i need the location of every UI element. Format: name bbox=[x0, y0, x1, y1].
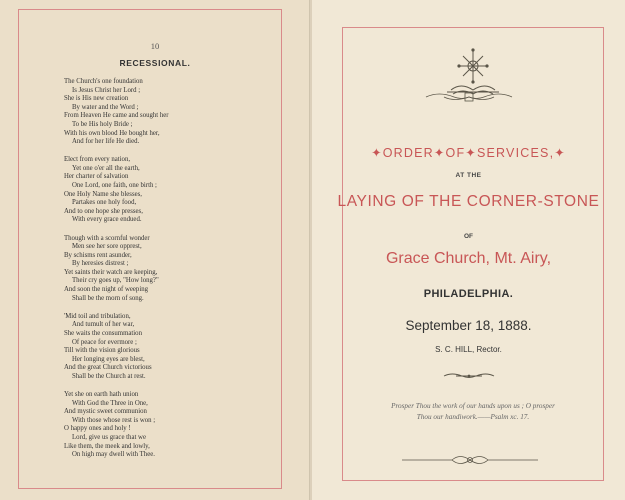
event-date: September 18, 1888. bbox=[405, 318, 532, 333]
right-page bbox=[312, 0, 625, 500]
hymn-line: Like them, the meek and lowly, bbox=[64, 442, 150, 450]
hymn-line: Men see her sore opprest, bbox=[72, 243, 142, 251]
order-of-services-title: ✦ORDER✦OF✦SERVICES,✦ bbox=[371, 146, 566, 160]
hymn-line: Shall be the Church at rest. bbox=[72, 372, 146, 380]
hymn-stanza bbox=[64, 235, 284, 304]
hymn-stanza bbox=[64, 313, 284, 382]
hymn-stanza bbox=[64, 78, 284, 147]
hymn-line: And soon the night of weeping bbox=[64, 286, 149, 294]
hymn-line: She waits the consummation bbox=[64, 329, 142, 337]
flourish-ornament-icon bbox=[424, 90, 514, 104]
rector-name: S. C. HILL, Rector. bbox=[435, 345, 502, 354]
of-label: OF bbox=[463, 233, 474, 240]
hymn-line: With every grace endued. bbox=[72, 216, 142, 224]
hymn-line: Lord, give us grace that we bbox=[72, 433, 146, 441]
hymn-line: By water and the Word ; bbox=[72, 103, 139, 111]
hymn-line: By heresies distrest ; bbox=[72, 260, 129, 268]
hymn-stanza bbox=[64, 391, 284, 460]
event-title: LAYING OF THE CORNER-STONE bbox=[337, 193, 600, 210]
hymn-line: Yet one o'er all the earth, bbox=[72, 164, 140, 172]
hymn-line: From Heaven He came and sought her bbox=[64, 112, 169, 120]
recessional-heading: RECESSIONAL. bbox=[119, 58, 191, 68]
hymn-line: One Lord, one faith, one birth ; bbox=[72, 182, 157, 190]
hymn-line: And to one hope she presses, bbox=[64, 207, 143, 215]
hymn-line: And the great Church victorious bbox=[64, 364, 152, 372]
hymn-line: She is His new creation bbox=[64, 95, 129, 103]
hymn-line: And tumult of her war, bbox=[72, 321, 135, 329]
hymn-line: And for her life He died. bbox=[72, 138, 140, 146]
hymn-text bbox=[64, 78, 284, 469]
at-the-label: AT THE bbox=[455, 172, 482, 179]
hymn-stanza bbox=[64, 156, 284, 225]
hymn-line: With God the Three in One, bbox=[72, 399, 148, 407]
hymn-line: By schisms rent asunder, bbox=[64, 251, 132, 259]
bottom-flourish-icon bbox=[400, 452, 540, 468]
hymn-line: Till with the vision glorious bbox=[64, 347, 140, 355]
hymn-line: Her charter of salvation bbox=[64, 173, 129, 181]
hymn-line: Their cry goes up, "How long?" bbox=[72, 277, 159, 285]
hymn-line: Shall be the morn of song. bbox=[72, 294, 144, 302]
left-page bbox=[0, 0, 310, 500]
hymn-line: Yet she on earth hath union bbox=[64, 391, 139, 398]
hymn-line: O happy ones and holy ! bbox=[64, 425, 131, 433]
prayer-line-1: Prosper Thou the work of our hands upon us ; O prosper bbox=[391, 402, 555, 410]
hymn-line: On high may dwell with Thee. bbox=[72, 451, 155, 459]
prayer-line-2: Thou our handiwork.——Psalm xc. 17. bbox=[416, 413, 530, 421]
church-name: Grace Church, Mt. Airy, bbox=[385, 250, 552, 267]
divider-ornament-icon bbox=[442, 371, 496, 381]
hymn-line: Yet saints their watch are keeping, bbox=[64, 268, 158, 276]
hymn-line: With those whose rest is won ; bbox=[72, 416, 156, 424]
city-name: PHILADELPHIA. bbox=[423, 288, 514, 300]
hymn-line: Is Jesus Christ her Lord ; bbox=[72, 86, 141, 94]
hymn-line: Elect from every nation, bbox=[64, 156, 131, 164]
hymn-line: Her longing eyes are blest, bbox=[72, 355, 145, 363]
hymn-line: With his own blood He bought her, bbox=[64, 129, 160, 137]
hymn-line: And mystic sweet communion bbox=[64, 408, 147, 416]
hymn-line: Of peace for evermore ; bbox=[72, 338, 137, 346]
hymn-line: One Holy Name she blesses, bbox=[64, 190, 142, 198]
psalm-prayer bbox=[357, 401, 589, 423]
page-number: 10 bbox=[150, 41, 160, 51]
hymn-line: Partakes one holy food, bbox=[72, 199, 137, 207]
hymn-line: The Church's one foundation bbox=[64, 78, 143, 85]
hymn-line: 'Mid toil and tribulation, bbox=[64, 312, 131, 320]
hymn-line: Though with a scornful wonder bbox=[64, 234, 150, 242]
hymn-line: To be His holy Bride ; bbox=[72, 120, 133, 128]
